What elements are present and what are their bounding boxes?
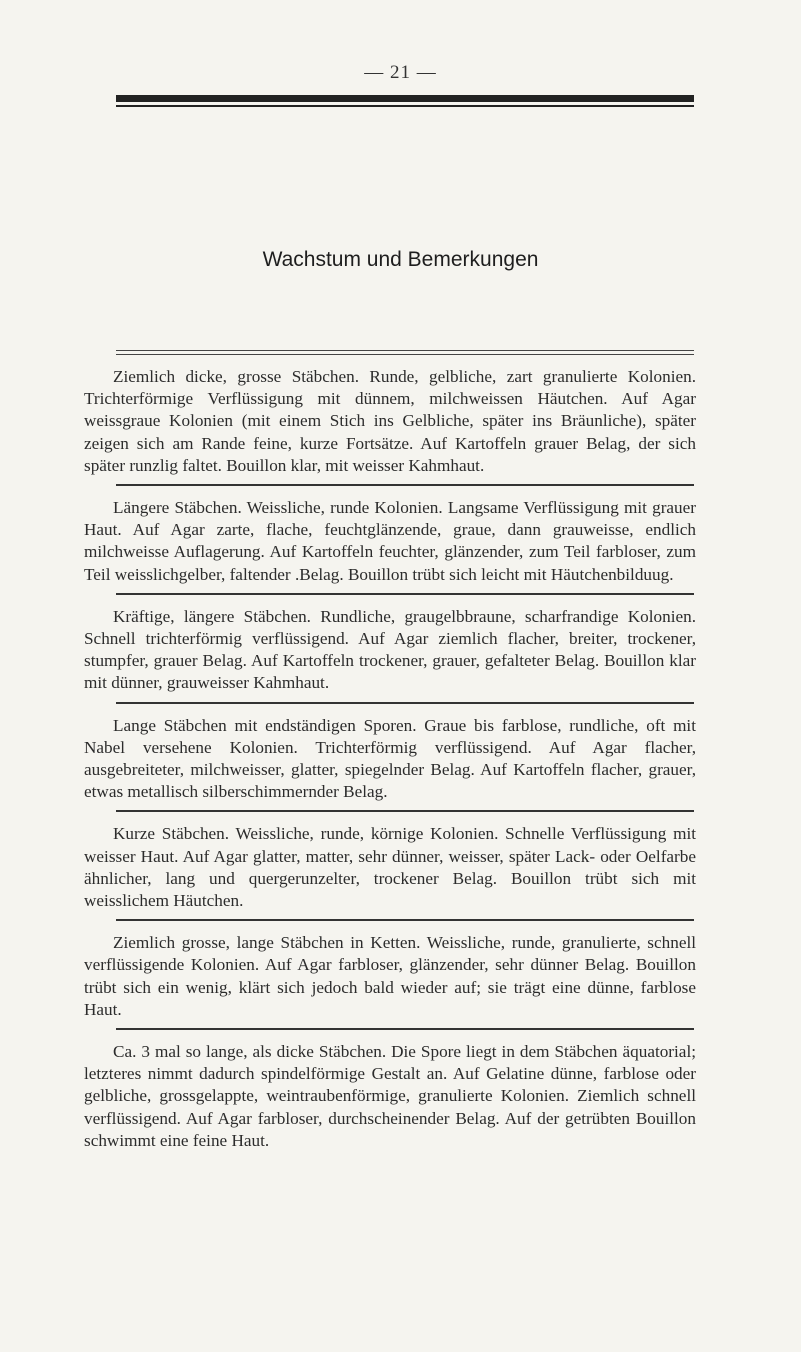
page-number: — 21 —: [364, 62, 437, 83]
entries-list: [84, 366, 696, 1159]
entry-gap: [84, 704, 696, 715]
entry-text: Längere Stäbchen. Weissliche, runde Kolonien. Langsame Verflüssigung mit grauer Haut. Auf Agar zarte, flache, feuchtglänzende, graue, dann grauweisse, endlich milchweisse Auflagerung. Auf Kartoffeln feuchter, glänzender, zum Teil farbloser, zum Teil weisslichgelber, faltender .Belag. Bouillon trübt sich leicht mit Häutchenbilduug.: [84, 498, 696, 584]
entry-text: Kräftige, längere Stäbchen. Rundliche, graugelbbraune, scharfrandige Kolonien. Schnell trichterförmig verflüssigend. Auf Agar ziemlich flacher, breiter, trockener, stumpfer, grauer Belag. Auf Kartoffeln trockener, grauer, gefalteter Belag. Bouillon klar mit dünner, grauweisser Kahmhaut.: [84, 606, 696, 693]
entry-text: Kurze Stäbchen. Weissliche, runde, körnige Kolonien. Schnelle Verflüssigung mit weisser Haut. Auf Agar glatter, matter, sehr dünner, weisser, später Lack- oder Oelfarbe ähnlicher, lang und quergerunzelter, trockener Belag. Bouillon trübt sich mit weisslichem Häutchen.: [84, 824, 696, 911]
top-double-rule: [116, 95, 694, 107]
heading-rule-line-2: [116, 354, 694, 355]
heading-rule-line-1: [116, 350, 694, 351]
entry-text: Ziemlich grosse, lange Stäbchen in Ketten. Weissliche, runde, granulierte, schnell verflüssigende Kolonien. Auf Agar farbloser, glänzender, sehr dünner Belag. Bouillon trübt sich ein wenig, klärt sich jedoch bald wieder auf; sie trägt eine dünne, farblose Haut.: [84, 933, 696, 1019]
heading-double-rule: [116, 350, 694, 355]
column-heading: Wachstum und Bemerkungen: [262, 248, 539, 271]
entry-text: Ziemlich dicke, grosse Stäbchen. Runde, gelbliche, zart granulierte Kolonien. Trichterförmige Verflüssigung mit dünnem, milchweissen Häutchen. Auf Agar weissgraue Kolonien (mit einem Stich ins Gelbliche, später ins Bräunliche), später zeigen sich am Rande feine, kurze Fortsätze. Auf Kartoffeln grauer Belag, der sich später runzlig faltet. Bouillon klar, mit weisser Kahmhaut.: [84, 367, 696, 475]
entry-gap: [84, 921, 696, 932]
entry-gap: [84, 595, 696, 606]
top-rule-thin: [116, 105, 694, 107]
entry-gap: [84, 812, 696, 823]
entry-text: Ca. 3 mal so lange, als dicke Stäbchen. Die Spore liegt in dem Stäbchen äquatorial; letzteres nimmt dadurch spindelförmige Gestalt an. Auf Gelatine dünne, farblose oder gelbliche, grossgelappte, weintraubenförmige, granulierte Kolonien. Ziemlich schnell verflüssigend. Auf Agar farbloser, durchscheinender Belag. Auf der getrübten Bouillon schwimmt eine feine Haut.: [84, 1042, 696, 1150]
entry-text: Lange Stäbchen mit endständigen Sporen. Graue bis farblose, rundliche, oft mit Nabel versehene Kolonien. Trichterförmig verflüssigend. Auf Agar flacher, ausgebreiteter, milchweisser, glatter, spiegelnder Belag. Auf Kartoffeln flacher, grauer, etwas metallisch silberschimmernder Belag.: [84, 715, 696, 802]
entry-gap: [84, 486, 696, 497]
top-rule-thick: [116, 95, 694, 102]
entry-gap: [84, 1030, 696, 1041]
